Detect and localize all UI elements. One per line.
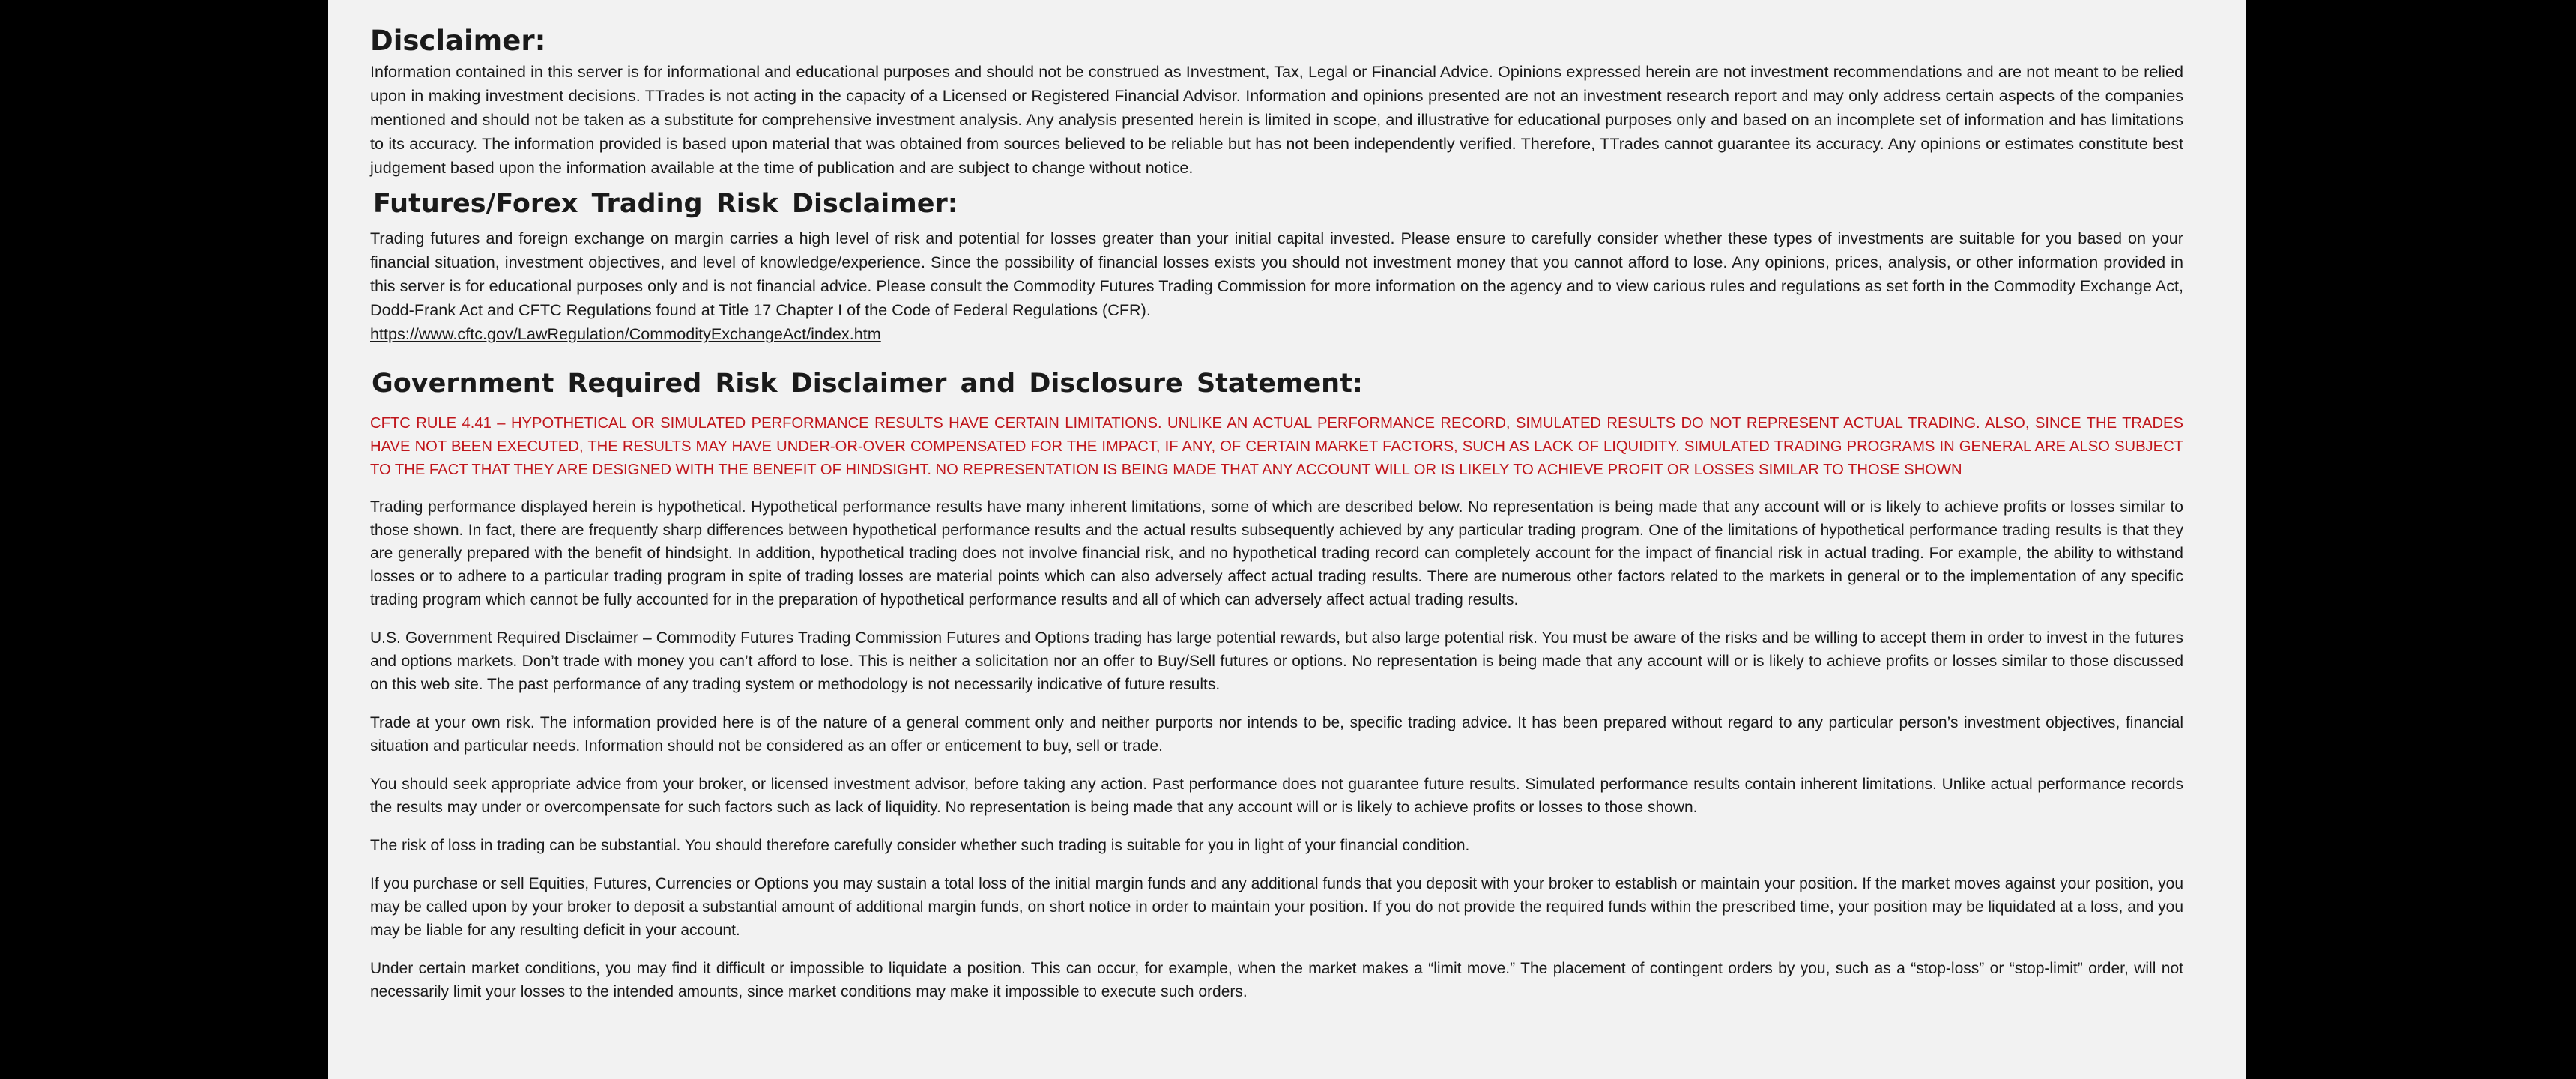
cftc-link[interactable]: https://www.cftc.gov/LawRegulation/CommodityExchangeAct/index.htm xyxy=(370,324,881,343)
cftc-rule-text: CFTC RULE 4.41 – HYPOTHETICAL OR SIMULATED PERFORMANCE RESULTS HAVE CERTAIN LIMITATIONS. UNLIKE AN ACTUAL PERFORMANCE RECORD, SIMULATED RESULTS DO NOT REPRESENT ACTUAL TRADING. ALSO, SINCE THE TRADES HAVE NOT BEEN EXECUTED, THE RESULTS MAY HAVE UNDER-OR-OVER COMPENSATED FOR THE IMPACT, IF ANY, OF CERTAIN MARKET FACTORS, SUCH AS LACK OF LIQUIDITY. SIMULATED TRADING PROGRAMS IN GENERAL ARE ALSO SUBJECT TO THE FACT THAT THEY ARE DESIGNED WITH THE BENEFIT OF HINDSIGHT. NO REPRESENTATION IS BEING MADE THAT ANY ACCOUNT WILL OR IS LIKELY TO ACHIEVE PROFIT OR LOSSES SIMILAR TO THOSE SHOWN xyxy=(370,415,2183,478)
risk-of-loss-paragraph: The risk of loss in trading can be substantial. You should therefore carefully consider whether such trading is suitable for you in light of your financial condition. xyxy=(370,837,1470,854)
us-government-disclaimer-paragraph: U.S. Government Required Disclaimer – Commodity Futures Trading Commission Futures and Options trading has large potential rewards, but also large potential risk. You must be aware of the risks and be willing to accept them in order to invest in the futures and options markets. Don’t trade with money you can’t afford to lose. This is neither a solicitation nor an offer to Buy/Sell futures or options. No representation is being made that any account will or is likely to achieve profits or losses similar to those discussed on this web site. The past performance of any trading system or methodology is not necessarily indicative of future results. xyxy=(370,629,2183,693)
futures-heading: Futures/Forex Trading Risk Disclaimer: xyxy=(373,189,958,219)
trade-at-own-risk-paragraph: Trade at your own risk. The information provided here is of the nature of a general comment only and neither purports nor intends to be, specific trading advice. It has been prepared without regard to any particular person’s investment objectives, financial situation and particular needs. Information should not be considered as an offer or enticement to buy, sell or trade. xyxy=(370,714,2183,755)
government-heading: Government Required Risk Disclaimer and Disclosure Statement: xyxy=(372,369,1363,399)
disclaimer-heading: Disclaimer: xyxy=(370,25,546,57)
margin-funds-paragraph: If you purchase or sell Equities, Futures, Currencies or Options you may sustain a total loss of the initial margin funds and any additional funds that you deposit with your broker to establish or maintain your position. If the market moves against your position, you may be called upon by your broker to deposit a substantial amount of additional margin funds, on short notice in order to maintain your position. If you do not provide the required funds within the prescribed time, your position may be liquidated at a loss, and you may be liable for any resulting deficit in your account. xyxy=(370,875,2183,939)
liquidation-paragraph: Under certain market conditions, you may find it difficult or impossible to liquidate a position. This can occur, for example, when the market makes a “limit move.” The placement of contingent orders by you, such as a “stop-loss” or “stop-limit” order, will not necessarily limit your losses to the intended amounts, since market conditions may make it impossible to execute such orders. xyxy=(370,960,2183,1000)
disclaimer-slide xyxy=(328,0,2246,1079)
hypothetical-performance-paragraph: Trading performance displayed herein is hypothetical. Hypothetical performance results have many inherent limitations, some of which are described below. No representation is being made that any account will or is likely to achieve profits or losses similar to those shown. In fact, there are frequently sharp differences between hypothetical performance results and the actual results subsequently achieved by any particular trading program. One of the limitations of hypothetical performance trading results is that they are generally prepared with the benefit of hindsight. In addition, hypothetical trading does not involve financial risk, and no hypothetical trading record can completely account for the impact of financial risk in actual trading. For example, the ability to withstand losses or to adhere to a particular trading program in spite of trading losses are material points which can also adversely affect actual trading results. There are numerous other factors related to the markets in general or to the implementation of any specific trading program which cannot be fully accounted for in the preparation of hypothetical performance results and all of which can adversely affect actual trading results. xyxy=(370,498,2183,608)
disclaimer-content xyxy=(370,22,2183,1003)
disclaimer-text: Information contained in this server is for informational and educational purposes and should not be construed as Investment, Tax, Legal or Financial Advice. Opinions expressed herein are not investment recommendations and are not meant to be relied upon in making investment decisions. TTrades is not acting in the capacity of a Licensed or Registered Financial Advisor. Information and opinions presented are not an investment research report and may only address certain aspects of the companies mentioned and should not be taken as a substitute for comprehensive investment analysis. Any analysis presented herein is limited in scope, and illustrative for educational purposes only and based on an incomplete set of information and has limitations to its accuracy. The information provided is based upon material that was obtained from sources believed to be reliable but has not been independently verified. Therefore, TTrades cannot guarantee its accuracy. Any opinions or estimates constitute best judgement based upon the information available at the time of publication and are subject to change without notice. xyxy=(370,62,2183,177)
futures-text: Trading futures and foreign exchange on margin carries a high level of risk and potential for losses greater than your initial capital invested. Please ensure to carefully consider whether these types of investments are suitable for you based on your financial situation, investment objectives, and level of knowledge/experience. Since the possibility of financial losses exists you should not investment money that you cannot afford to lose. Any opinions, prices, analysis, or other information provided in this server is for educational purposes only and is not financial advice. Please consult the Commodity Futures Trading Commission for more information on the agency and to view carious rules and regulations as set forth in the Commodity Exchange Act, Dodd-Frank Act and CFTC Regulations found at Title 17 Chapter I of the Code of Federal Regulations (CFR). xyxy=(370,229,2183,319)
seek-advice-paragraph: You should seek appropriate advice from your broker, or licensed investment advisor, before taking any action. Past performance does not guarantee future results. Simulated performance results contain inherent limitations. Unlike actual performance records the results may under or overcompensate for such factors such as lack of liquidity. No representation is being made that any account will or is likely to achieve profits or losses to those shown. xyxy=(370,776,2183,816)
